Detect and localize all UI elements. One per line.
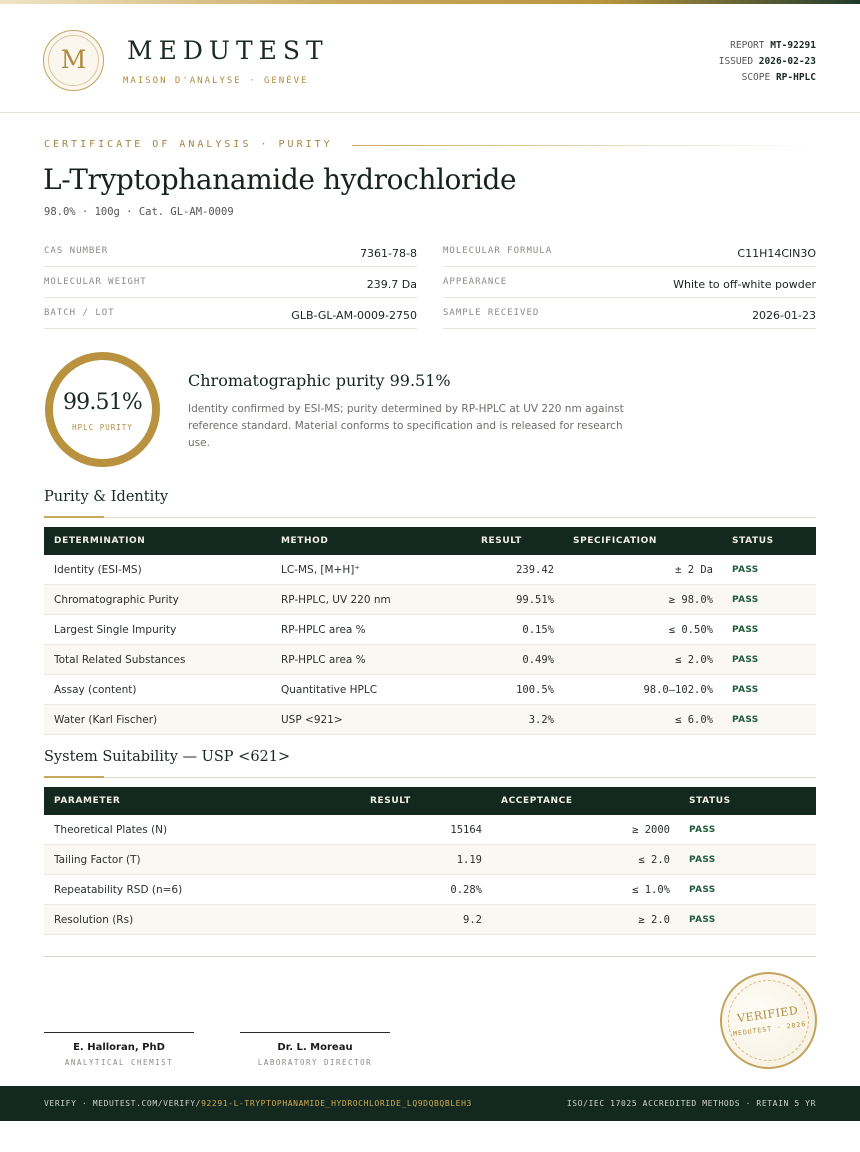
section-title-purity: Purity & Identity [44, 489, 169, 505]
signatory-name: E. Halloran, PhD [73, 1042, 165, 1053]
info-row [44, 267, 417, 298]
section-accent [44, 516, 104, 518]
cell-acceptance: ≤ 2.0 [638, 854, 670, 866]
certificate-kicker: CERTIFICATE OF ANALYSIS · PURITY [44, 139, 333, 150]
cell-parameter: Tailing Factor (T) [54, 854, 141, 866]
purity-description: Identity confirmed by ESI-MS; purity determined by RP-HPLC at UV 220 nm against reference standard. Material conforms to specification and is released for research use. [188, 403, 624, 449]
product-title: L-Tryptophanamide hydrochloride [43, 163, 517, 196]
status-badge: PASS [689, 885, 716, 895]
signatory-role: LABORATORY DIRECTOR [257, 1058, 373, 1067]
cell-specification: 98.0–102.0% [643, 684, 713, 696]
info-value: White to off-white powder [673, 278, 816, 291]
cell-method: RP-HPLC area % [281, 654, 366, 666]
status-badge: PASS [732, 655, 759, 665]
cell-determination: Total Related Substances [54, 654, 186, 666]
cell-result: 9.2 [463, 914, 482, 926]
info-value: 239.7 Da [366, 278, 417, 291]
table-row [44, 645, 816, 675]
table-row [44, 705, 816, 735]
cell-result: 0.28% [450, 884, 482, 896]
cell-specification: ≥ 98.0% [668, 594, 713, 606]
info-label: APPEARANCE [443, 277, 508, 287]
cell-result: 15164 [450, 824, 482, 836]
signatory-name: Dr. L. Moreau [277, 1042, 353, 1053]
report-label: REPORT [730, 40, 765, 51]
cell-method: USP <921> [281, 714, 343, 726]
cell-method: LC-MS, [M+H]⁺ [281, 564, 360, 576]
info-value: 7361-78-8 [360, 247, 417, 260]
report-number: MT-92291 [770, 40, 816, 51]
cell-determination: Assay (content) [54, 684, 137, 696]
purity-table [44, 527, 816, 735]
table-row [44, 875, 816, 905]
logo-letter: M [60, 45, 87, 74]
kicker-rule [352, 145, 816, 146]
footer-accreditation: ISO/IEC 17025 ACCREDITED METHODS · RETAIN 5 YR [566, 1099, 816, 1108]
cell-specification: ≤ 0.50% [668, 624, 713, 636]
info-value: GLB-GL-AM-0009-2750 [291, 309, 417, 322]
stamp-sub-text: MEDUTEST · 2026 [732, 1019, 807, 1039]
status-badge: PASS [732, 715, 759, 725]
status-badge: PASS [689, 825, 716, 835]
stamp-verified-text: VERIFIED [736, 1003, 799, 1026]
column-header: RESULT [481, 536, 522, 546]
status-badge: PASS [689, 855, 716, 865]
column-header: STATUS [732, 536, 774, 546]
section-rule [44, 517, 816, 518]
purity-ring [45, 352, 160, 467]
info-label: BATCH / LOT [44, 308, 115, 318]
column-header: DETERMINATION [54, 536, 146, 546]
status-badge: PASS [732, 595, 759, 605]
cell-specification: ≤ 2.0% [675, 654, 713, 666]
cell-result: 3.2% [528, 714, 554, 726]
column-header: SPECIFICATION [573, 536, 658, 546]
signature-divider [44, 956, 816, 957]
status-badge: PASS [732, 565, 759, 575]
header [0, 4, 860, 113]
cell-specification: ± 2 Da [675, 564, 713, 576]
verify-link[interactable]: 92291-L-TRYPTOPHANAMIDE_HYDROCHLORIDE_LQ9DQBQBLEH3 [201, 1099, 472, 1108]
info-row [443, 267, 816, 298]
info-value: C11H14ClN3O [737, 247, 816, 260]
column-header: METHOD [281, 536, 329, 546]
issued-label: ISSUED [718, 56, 754, 67]
cell-result: 100.5% [516, 684, 554, 696]
table-row [44, 615, 816, 645]
cell-acceptance: ≥ 2.0 [638, 914, 670, 926]
cell-method: Quantitative HPLC [281, 684, 378, 696]
cell-determination: Largest Single Impurity [54, 624, 177, 636]
info-label: MOLECULAR FORMULA [443, 246, 553, 256]
verified-stamp [714, 966, 824, 1076]
suitability-table [44, 787, 816, 935]
cell-parameter: Resolution (Rs) [54, 914, 134, 926]
footer [0, 1086, 860, 1121]
verify-line [44, 1099, 472, 1108]
info-label: MOLECULAR WEIGHT [44, 277, 147, 287]
table-row [44, 555, 816, 585]
table-row [44, 815, 816, 845]
section-rule [44, 777, 816, 778]
status-badge: PASS [732, 685, 759, 695]
table-row [44, 845, 816, 875]
column-header: RESULT [370, 796, 411, 806]
issued-date: 2026-02-23 [758, 56, 816, 67]
info-label: CAS NUMBER [44, 246, 109, 256]
column-header: PARAMETER [54, 796, 121, 806]
cell-method: RP-HPLC area % [281, 624, 366, 636]
purity-value: 99.51% [62, 390, 143, 415]
brand-logo [43, 30, 104, 91]
cell-result: 0.49% [522, 654, 554, 666]
report-meta [719, 38, 816, 86]
table-header [44, 787, 816, 815]
cell-parameter: Theoretical Plates (N) [54, 824, 168, 836]
cell-result: 0.15% [522, 624, 554, 636]
table-row [44, 585, 816, 615]
cell-parameter: Repeatability RSD (n=6) [54, 884, 183, 896]
cell-result: 1.19 [456, 854, 482, 866]
cell-specification: ≤ 6.0% [675, 714, 713, 726]
table-header [44, 527, 816, 555]
cell-acceptance: ≤ 1.0% [632, 884, 670, 896]
info-grid-left [44, 236, 417, 329]
cell-determination: Chromatographic Purity [54, 594, 179, 606]
status-badge: PASS [689, 915, 716, 925]
info-row [44, 298, 417, 329]
cell-result: 239.42 [516, 564, 554, 576]
table-row [44, 675, 816, 705]
signatory-role: ANALYTICAL CHEMIST [64, 1058, 174, 1067]
info-value: 2026-01-23 [752, 309, 816, 322]
column-header: STATUS [689, 796, 731, 806]
cell-determination: Identity (ESI-MS) [54, 564, 142, 576]
purity-headline: Chromatographic purity 99.51% [188, 371, 451, 390]
info-grid-right [443, 236, 816, 329]
signature-block [44, 1032, 194, 1067]
scope-value: RP-HPLC [775, 72, 816, 83]
section-title-suitability: System Suitability — USP <621> [44, 749, 291, 765]
brand-tagline: MAISON D'ANALYSE · GENÈVE [123, 76, 309, 86]
brand-name: MEDUTEST [127, 36, 329, 65]
purity-label: HPLC PURITY [72, 423, 133, 432]
info-row [443, 236, 816, 267]
scope-label: SCOPE [741, 72, 771, 83]
cell-result: 99.51% [516, 594, 554, 606]
cell-acceptance: ≥ 2000 [632, 824, 670, 836]
cell-determination: Water (Karl Fischer) [54, 714, 158, 726]
section-accent [44, 776, 104, 778]
product-subtitle: 98.0% · 100g · Cat. GL-AM-0009 [44, 206, 234, 218]
column-header: ACCEPTANCE [501, 796, 573, 806]
verify-prefix: VERIFY · MEDUTEST.COM/VERIFY/ [44, 1099, 202, 1108]
cell-method: RP-HPLC, UV 220 nm [281, 594, 391, 606]
info-row [443, 298, 816, 329]
table-row [44, 905, 816, 935]
info-row [44, 236, 417, 267]
info-label: SAMPLE RECEIVED [443, 308, 540, 318]
status-badge: PASS [732, 625, 759, 635]
signature-block [240, 1032, 390, 1067]
